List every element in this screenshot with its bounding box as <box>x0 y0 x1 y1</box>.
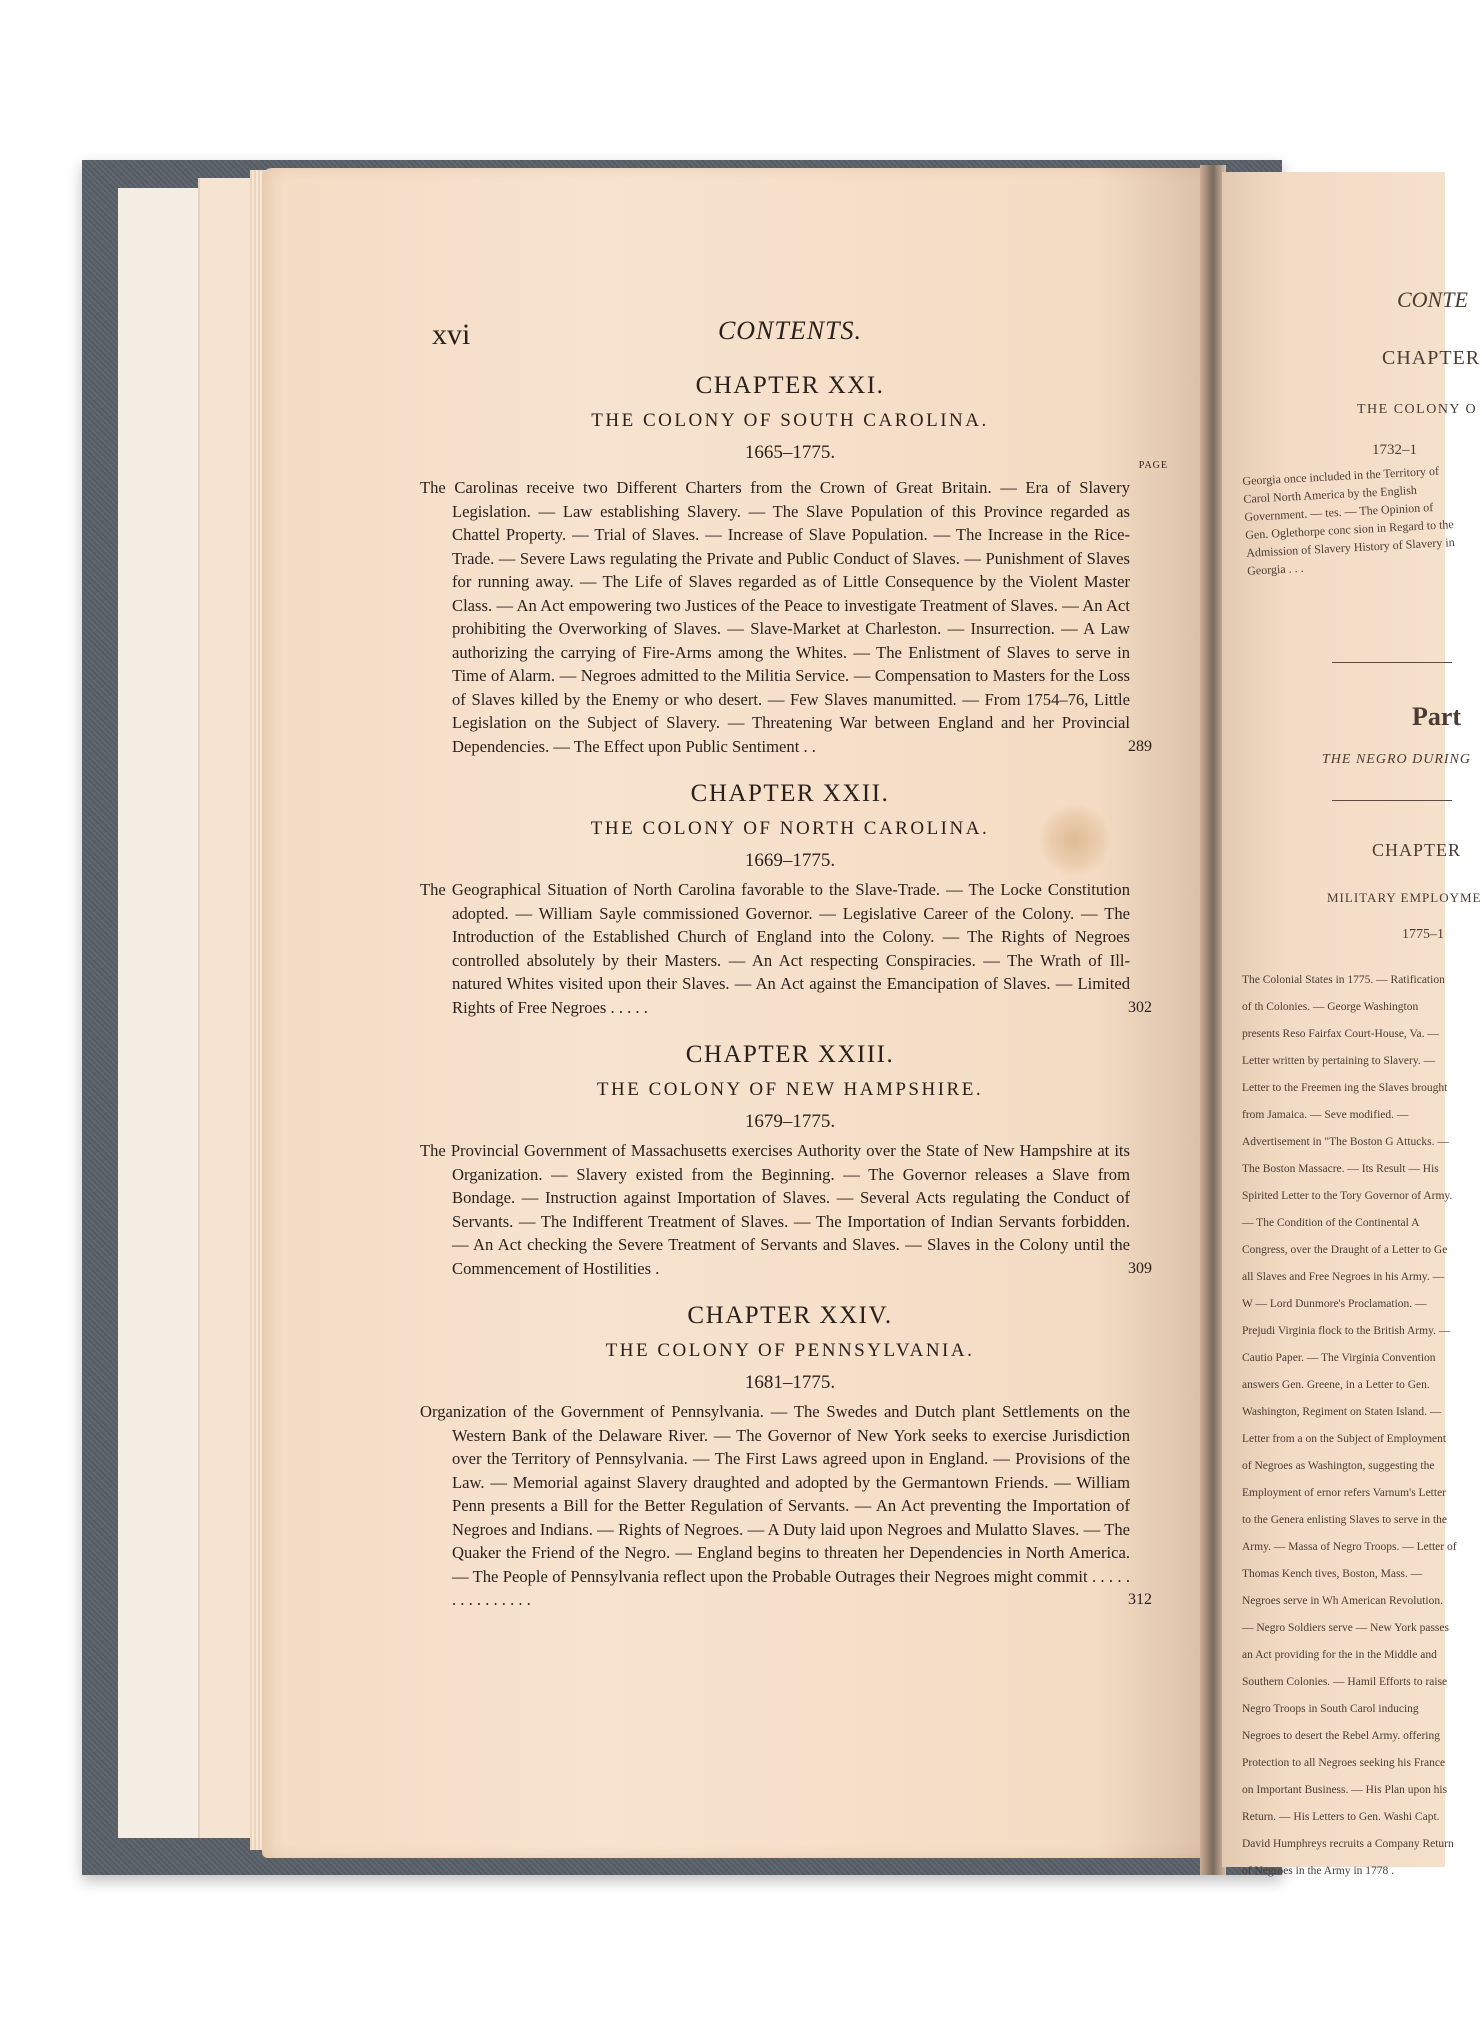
right-page <box>1222 172 1482 1877</box>
page-column-label: PAGE <box>1138 460 1168 471</box>
chapter-entry <box>420 780 1160 1019</box>
chapter-summary-text: Organization of the Government of Pennsylvania. — The Swedes and Dutch plant Settlements on the Western Bank of the Delaware River. — The Governor of New York seeks to exercise Jurisdiction over the Territory of Pennsylvania. — The First Laws agreed upon in England. — Provisions of the Law. — Memorial against Slavery draughted and adopted by the Germantown Friends. — William Penn presents a Bill for the Better Regulation of Servants. — An Act preventing the Importation of Negroes and Indians. — Rights of Negroes. — A Duty laid upon Negroes and Mulatto Slaves. — The Quaker the Friend of the Negro. — England begins to threaten her Dependencies in North America. — The People of Pennsylvania reflect upon the Probable Outrages their Negroes might commit . . . . . . . . . . . . . . . <box>420 1402 1130 1609</box>
chapter-title: THE COLONY OF NEW HAMPSHIRE. <box>596 1079 984 1100</box>
chapter-summary: The Provincial Government of Massachusetts exercises Authority over the State of New Hampshire at its Organization. — Slavery existed from the Beginning. — The Governor releases a Slave from Bondage. — Instruction against Importation of Slaves. — Several Acts regulating the Conduct of Servants. — The Indifferent Treatment of Slaves. — The Importation of Indian Servants forbidden. — An Act checking the Severe Treatment of Servants and Slaves. — Slaves in the Colony until the Commencement of Hostilities . 309 <box>420 1141 1152 1278</box>
running-head-title: CONTENTS. <box>717 316 863 345</box>
chapter-summary-text: The Provincial Government of Massachusetts exercises Authority over the State of New Hampshire at its Organization. — Slavery existed from the Beginning. — The Governor releases a Slave from Bondage. — Instruction against Importation of Slaves. — Several Acts regulating the Conduct of Servants. — The Indifferent Treatment of Slaves. — The Importation of Indian Servants forbidden. — An Act checking the Severe Treatment of Servants and Slaves. — Slaves in the Colony until the Commencement of Hostilities . <box>420 1141 1130 1278</box>
chapter-dates: 1679–1775. <box>744 1111 836 1132</box>
right-running-head: CONTE <box>1397 287 1468 312</box>
chapter-summary-text: The Carolinas receive two Different Charters from the Crown of Great Britain. — Era of Slavery Legislation. — Law establishing Slavery. — The Slave Population of this Province regarded as Chattel Property. — Trial of Slaves. — Increase of Slave Population. — The Increase in the Rice-Trade. — Severe Laws regulating the Private and Public Conduct of Slaves. — Punishment of Slaves for running away. — The Life of Slaves regarded as of Little Consequence by the Violent Master Class. — An Act empowering two Justices of the Peace to investigate Treatment of Slaves. — An Act prohibiting the Overworking of Slaves. — Slave-Market at Charleston. — Insurrection. — A Law authorizing the carrying of Fire-Arms among the Whites. — The Enlistment of Slaves to serve in Time of Alarm. — Negroes admitted to the Militia Service. — Compensation to Masters for the Loss of Slaves killed by the Enemy or who desert. — Few Slaves manumitted. — From 1754–76, Little Legislation on the Subject of Slavery. — Threatening War between England and her Provincial Dependencies. — The Effect upon Public Sentiment . . <box>420 478 1130 756</box>
right-chapter-dates: 1732–1 <box>1372 442 1417 458</box>
chapter-number: CHAPTER XXIV. <box>687 1302 893 1329</box>
chapter-dates: 1665–1775. <box>744 442 836 463</box>
chapter-number: CHAPTER XXI. <box>695 372 885 399</box>
right-chapter-number: CHAPTER <box>1382 347 1481 369</box>
chapter-number: CHAPTER XXII. <box>690 780 890 807</box>
chapter-title: THE COLONY OF SOUTH CAROLINA. <box>591 410 989 431</box>
right-chapter-summary: The Colonial States in 1775. — Ratification of th Colonies. — George Washington presents Reso Fairfax Court-House, Va. — Letter written by pertaining to Slavery. — Letter to the Freemen ing the Slaves brought from Jamaica. — Seve modified. — Advertisement in "The Boston G Attucks. — The Boston Massacre. — Its Result — His Spirited Letter to the Tory Governor of Army. — The Condition of the Continental A Congress, over the Draught of a Letter to Ge all Slaves and Free Negroes in his Army. — W — Lord Dunmore's Proclamation. — Prejudi Virginia flock to the British Army. — Cautio Paper. — The Virginia Convention answers Gen. Greene, in a Letter to Gen. Washington, Regiment on Staten Island. — Letter from a on the Subject of Employment of Negroes as Washington, suggesting the Employment of ernor refers Varnum's Letter to the Genera enlisting Slaves to serve in the Army. — Massa of Negro Troops. — Letter of Thomas Kench tives, Boston, Mass. — Negroes serve in Wh American Revolution. — Negro Soldiers serve — New York passes an Act providing for the in the Middle and Southern Colonies. — Hamil Efforts to raise Negro Troops in South Carol inducing Negroes to desert the Rebel Army. offering Protection to all Negroes seeking his France on Important Business. — His Plan upon his Return. — His Letters to Gen. Washi Capt. David Humphreys recruits a Company Return of Negroes in the Army in 1778 . <box>1242 974 1457 1877</box>
chapter-dates: 1669–1775. <box>744 850 836 871</box>
right-chapter-title: MILITARY EMPLOYME <box>1327 890 1482 905</box>
chapter-title: THE COLONY OF PENNSYLVANIA. <box>605 1340 975 1361</box>
part-subtitle: THE NEGRO DURING <box>1322 752 1471 767</box>
chapter-entry <box>420 372 1168 758</box>
contents-text-block <box>420 300 1168 1612</box>
right-chapter-summary: Georgia once included in the Territory of Carol North America by the English Government. — tes. — The Opinion of Gen. Oglethorpe conc sion in Regard to the Admission of Slavery History of Slavery in Georgia . . . <box>1242 463 1455 578</box>
chapter-entry <box>420 1302 1160 1612</box>
right-chapter-number: CHAPTER <box>1372 840 1462 860</box>
chapter-summary-text: The Geographical Situation of North Carolina favorable to the Slave-Trade. — The Locke Constitution adopted. — William Sayle commissioned Governor. — Legislative Career of the Colony. — The Introduction of the Established Church of England into the Colony. — The Rights of Negroes controlled absolutely by their Masters. — An Act respecting Conspiracies. — The Wrath of Ill-natured Whites visited upon their Slaves. — An Act against the Emancipation of Slaves. — Limited Rights of Free Negroes . . . . . <box>420 880 1130 1017</box>
part-heading: Part <box>1412 702 1462 731</box>
right-chapter-dates: 1775–1 <box>1402 927 1444 942</box>
chapter-dates: 1681–1775. <box>744 1372 836 1393</box>
chapter-summary: The Geographical Situation of North Carolina favorable to the Slave-Trade. — The Locke Constitution adopted. — William Sayle commissioned Governor. — Legislative Career of the Colony. — The Introduction of the Established Church of England into the Colony. — The Rights of Negroes controlled absolutely by their Masters. — An Act respecting Conspiracies. — The Wrath of Ill-natured Whites visited upon their Slaves. — An Act against the Emancipation of Slaves. — Limited Rights of Free Negroes . . . . . 302 <box>420 880 1152 1017</box>
chapter-entry <box>420 1041 1160 1280</box>
running-head <box>420 300 1160 350</box>
page-folio: xvi <box>432 318 471 351</box>
right-chapter-title: THE COLONY O <box>1357 402 1478 417</box>
section-rule <box>1332 800 1452 801</box>
chapter-summary: The Carolinas receive two Different Charters from the Crown of Great Britain. — Era of Slavery Legislation. — Law establishing Slavery. — The Slave Population of this Province regarded as Chattel Property. — Trial of Slaves. — Increase of Slave Population. — The Increase in the Rice-Trade. — Severe Laws regulating the Private and Public Conduct of Slaves. — Punishment of Slaves for running away. — The Life of Slaves regarded as of Little Consequence by the Violent Master Class. — An Act empowering two Justices of the Peace to investigate Treatment of Slaves. — An Act prohibiting the Overworking of Slaves. — Slave-Market at Charleston. — Insurrection. — A Law authorizing the carrying of Fire-Arms among the Whites. — The Enlistment of Slaves to serve in Time of Alarm. — Negroes admitted to the Militia Service. — Compensation to Masters for the Loss of Slaves killed by the Enemy or who desert. — Few Slaves manumitted. — From 1754–76, Little Legislation on the Subject of Slavery. — Threatening War between England and her Provincial Dependencies. — The Effect upon Public Sentiment . . 289 <box>420 478 1152 756</box>
section-rule <box>1332 662 1452 663</box>
chapter-summary: Organization of the Government of Pennsylvania. — The Swedes and Dutch plant Settlements on the Western Bank of the Delaware River. — The Governor of New York seeks to exercise Jurisdiction over the Territory of Pennsylvania. — The First Laws agreed upon in England. — Provisions of the Law. — Memorial against Slavery draughted and adopted by the Germantown Friends. — William Penn presents a Bill for the Better Regulation of Servants. — An Act preventing the Importation of Negroes and Indians. — Rights of Negroes. — A Duty laid upon Negroes and Mulatto Slaves. — The Quaker the Friend of the Negro. — England begins to threaten her Dependencies in North America. — The People of Pennsylvania reflect upon the Probable Outrages their Negroes might commit . . . . . . . . . . . . . . . 312 <box>420 1402 1152 1609</box>
chapter-number: CHAPTER XXIII. <box>685 1041 895 1068</box>
chapter-title: THE COLONY OF NORTH CAROLINA. <box>590 818 990 839</box>
